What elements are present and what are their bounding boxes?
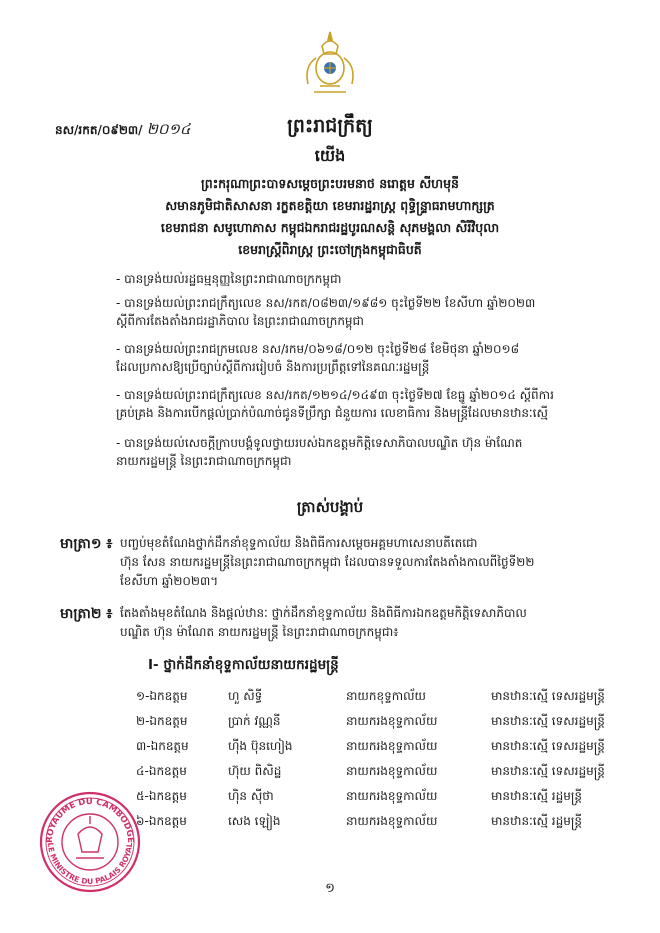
consideration-item: - បានទ្រង់យល់រដ្ឋធម្មនុញ្ញនៃព្រះរាជាណាចក្រកម្ពុជា [116,272,342,286]
page-number: ១ [325,881,335,896]
consideration-item: - បានទ្រង់យល់ព្រះរាជក្រឹត្យលេខ នស/រកត/១២១៤/១៤៩៣ ចុះថ្ងៃទី២៧ ខែធ្នូ ឆ្នាំ២០១៤ ស្តីពីការ គ្រប់គ្រង និងការបើកផ្តល់ប្រាក់បំណាច់ជូនទីប្រឹក្សា ជំនួយការ លេខាធិការ និងមន្ត្រីដែលមានឋានៈស្មើ [116,388,554,420]
decree-title: ព្រះរាជក្រឹត្យ [287,115,373,137]
appointment-row: ៣-ឯកឧត្តម ហ៊ីង ប៊ុនហៀង នាយករងខុទ្ទកាល័យ មានឋានៈស្មើ ទេសរដ្ឋមន្ត្រី [136,739,605,753]
article-1-text: បញ្ចប់មុខតំណែងថ្នាក់ដឹកនាំខុទ្ទកាល័យ និងពិធីការសម្តេចអគ្គមហាសេនាបតីតេជោ ហ៊ុន សែន នាយករដ្ឋមន្ត្រីនៃព្រះរាជាណាចក្រកម្ពុជា ដែលបានទទួលការតែងតាំងកាលពីថ្ងៃទី២២ ខែសីហា ឆ្នាំ២០២៣។ [120,536,535,588]
appointment-row: ៦-ឯកឧត្តម សេង ឡៀង នាយករងខុទ្ទកាល័យ មានឋានៈស្មើ រដ្ឋមន្ត្រី [136,814,583,828]
king-title-line: ព្រះករុណាព្រះបាទសម្តេចព្រះបរមនាថ នរោត្តម សីហមុនី [201,176,459,191]
subsection-heading: I- ថ្នាក់ដឹកនាំខុទ្ទកាល័យនាយករដ្ឋមន្ត្រី [148,657,339,673]
consideration-item: - បានទ្រង់យល់សេចក្តីក្រាបបង្គំទូលថ្វាយរបស់ឯកឧត្តមកិត្តិទេសាភិបាលបណ្ឌិត ហ៊ុន ម៉ាណែត នាយករដ្ឋមន្ត្រី នៃព្រះរាជាណាចក្រកម្ពុជា [116,436,523,468]
consideration-item: - បានទ្រង់យល់ព្រះរាជក្រឹត្យលេខ នស/រកត/០៨២៣/១៩៨១ ចុះថ្ងៃទី២២ ខែសីហា ឆ្នាំ២០២៣ ស្តីពីការតែងតាំងរាជរដ្ឋាភិបាល នៃព្រះរាជាណាចក្រកម្ពុជា [116,296,536,328]
seal-top-text: ROYAUME DU CAMBODGE [44,796,136,844]
king-title-line: ខេមរាជនា សមូហោភាស កម្ពុជឯករាជរដ្ឋបូរណសន្តិ សុភមង្គលា សិរីវិបុលា [160,220,500,235]
article-1-label: មាត្រា១ ៖ [60,536,113,552]
palace-ministry-seal-icon [38,790,142,894]
appointment-row: ១-ឯកឧត្តម ហួ សិទ្ធី នាយកខុទ្ទកាល័យ មានឋានៈស្មើ ទេសរដ្ឋមន្ត្រី [136,689,605,703]
royal-coat-of-arms-icon [294,28,366,98]
reference-typed: នស/រកត/០៩២៣/ [55,123,143,137]
appointment-row: ៥-ឯកឧត្តម ហ៊ិន ស៊ីថា នាយករងខុទ្ទកាល័យ មានឋានៈស្មើ រដ្ឋមន្ត្រី [136,789,583,803]
article-2-label: មាត្រា២ ៖ [60,606,113,622]
appointment-row: ២-ឯកឧត្តម ប្រាក់ វណ្ណនី នាយករងខុទ្ទកាល័យ មានឋានៈស្មើ ទេសរដ្ឋមន្ត្រី [136,714,605,728]
decree-subtitle: យើង [314,146,346,165]
seal-bottom-text: LE MINISTRE DU PALAIS ROYAL [45,842,135,887]
article-2-text: តែងតាំងមុខតំណែង និងផ្តល់ឋានៈ ថ្នាក់ដឹកនាំខុទ្ទកាល័យ និងពិធីការឯកឧត្តមកិត្តិទេសាភិបាល បណ្ឌិត ហ៊ុន ម៉ាណែត នាយករដ្ឋមន្ត្រី នៃព្រះរាជាណាចក្រកម្ពុជា៖ [120,606,527,639]
king-title-line: ខេមរាស្ត្រីពិរាស្ត្រ ព្រះចៅក្រុងកម្ពុជាធិបតី [238,242,422,257]
consideration-item: - បានទ្រង់យល់ព្រះរាជក្រមលេខ នស/រកម/០៦១៨/០១២ ចុះថ្ងៃទី២៨ ខែមិថុនា ឆ្នាំ២០១៨ ដែលប្រកាសឱ្យប្រើច្បាប់ស្តីពីការរៀបចំ និងការប្រព្រឹត្តទៅនៃគណៈរដ្ឋមន្ត្រី [116,342,520,374]
order-heading: ត្រាស់បង្គាប់ [296,498,364,516]
king-title-line: សមានភូមិជាតិសាសនា រក្ខតខត្តិយា ខេមរារដ្ឋរាស្ត្រ ពុទ្ធិន្ទ្រាធរាមហាក្សត្រ [165,198,495,213]
reference-handwritten: ២០១៤ [146,120,191,138]
appointment-row: ៤-ឯកឧត្តម ហ៊ុយ ពិសិដ្ឋ នាយករងខុទ្ទកាល័យ មានឋានៈស្មើ ទេសរដ្ឋមន្ត្រី [136,764,605,778]
